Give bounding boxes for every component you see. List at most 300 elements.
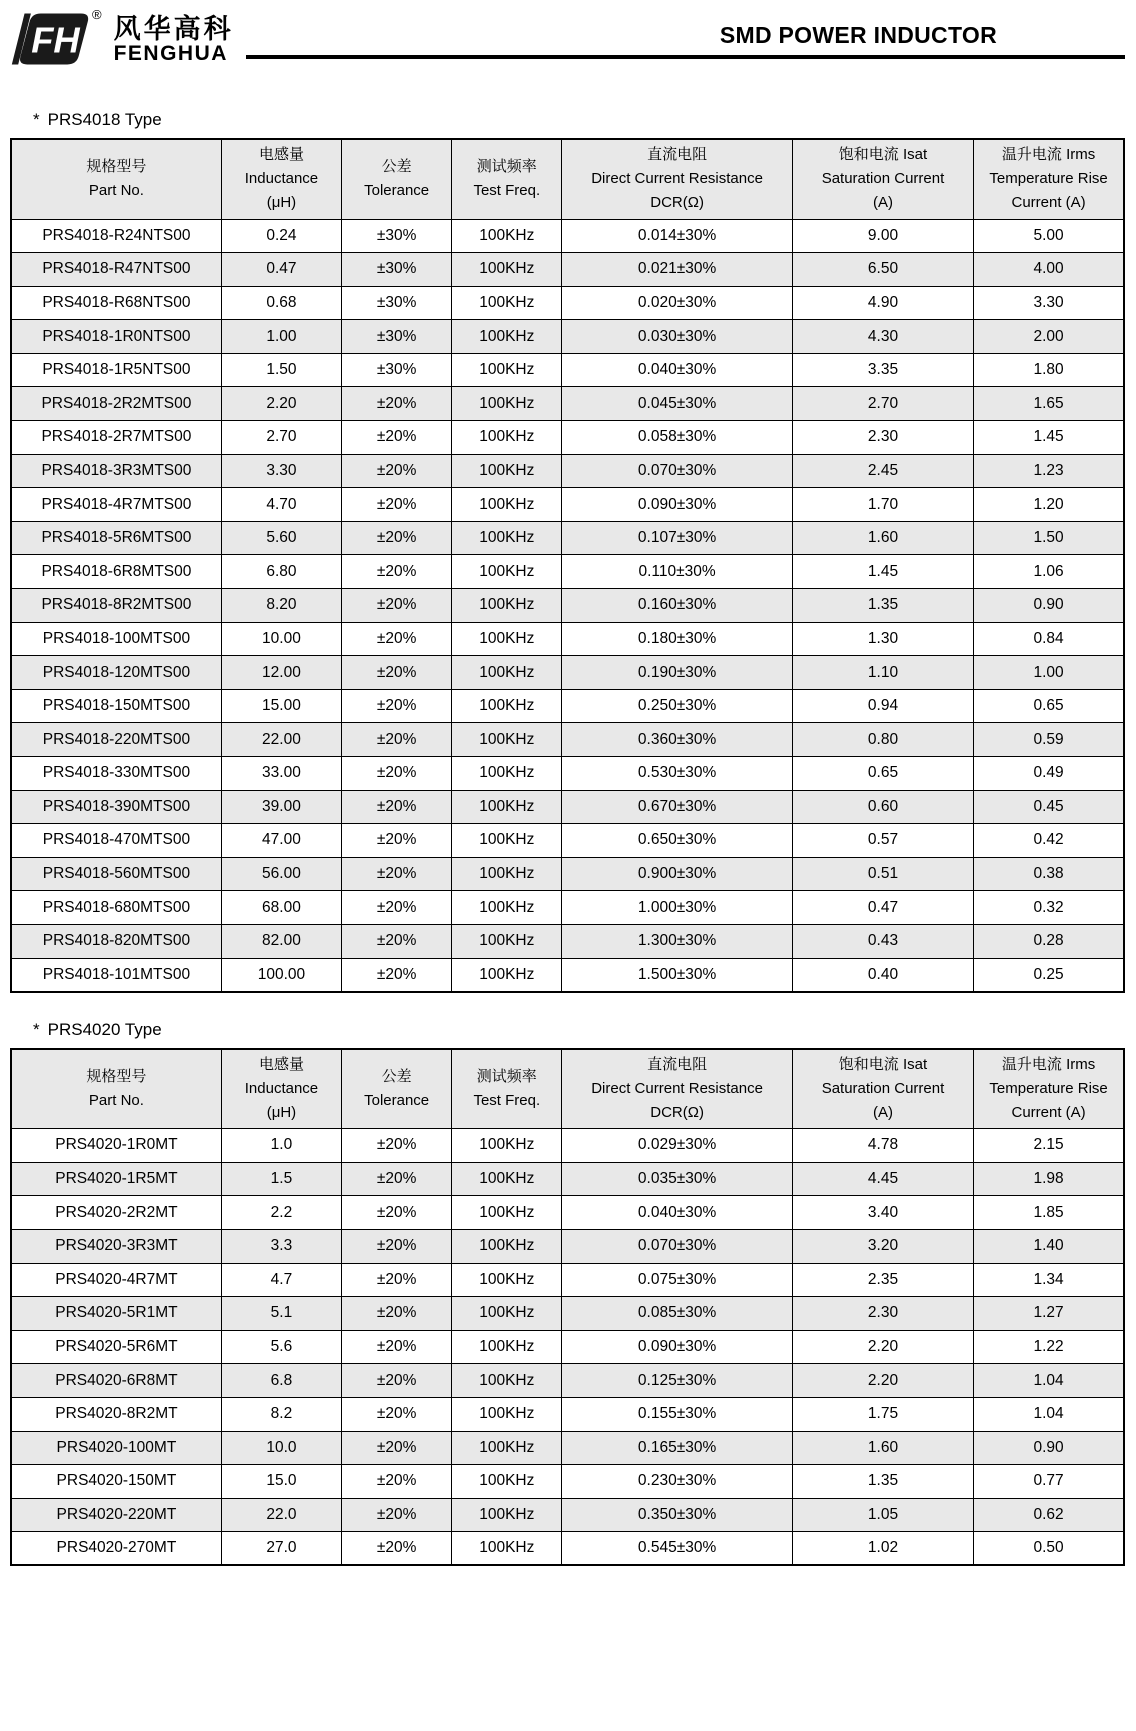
- value-cell: 100KHz: [452, 1498, 562, 1532]
- column-header-line: Inductance: [244, 170, 319, 188]
- column-header-line: Saturation Current: [821, 1079, 945, 1097]
- column-header-line: DCR(Ω): [650, 194, 704, 212]
- value-cell: 27.0: [221, 1532, 341, 1566]
- value-cell: 0.045±30%: [562, 387, 792, 421]
- value-cell: 4.30: [792, 320, 973, 354]
- value-cell: ±20%: [342, 1364, 452, 1398]
- value-cell: 0.075±30%: [562, 1263, 792, 1297]
- value-cell: 0.070±30%: [562, 1229, 792, 1263]
- table-row: [11, 421, 1124, 455]
- column-header-line: Temperature Rise: [989, 170, 1108, 188]
- part-no-cell: PRS4018-2R2MTS00: [11, 387, 221, 421]
- table-row: [11, 320, 1124, 354]
- value-cell: ±20%: [342, 1263, 452, 1297]
- value-cell: 100KHz: [452, 723, 562, 757]
- value-cell: 100KHz: [452, 286, 562, 320]
- value-cell: 0.350±30%: [562, 1498, 792, 1532]
- value-cell: 1.50: [221, 353, 341, 387]
- value-cell: 0.360±30%: [562, 723, 792, 757]
- part-no-cell: PRS4018-101MTS00: [11, 958, 221, 992]
- value-cell: 0.125±30%: [562, 1364, 792, 1398]
- part-no-cell: PRS4018-1R0NTS00: [11, 320, 221, 354]
- table-row: [11, 1532, 1124, 1566]
- part-no-cell: PRS4018-R47NTS00: [11, 253, 221, 287]
- value-cell: ±30%: [342, 219, 452, 253]
- part-no-cell: PRS4018-220MTS00: [11, 723, 221, 757]
- value-cell: 0.60: [792, 790, 973, 824]
- value-cell: 3.40: [792, 1196, 973, 1230]
- section-label: PRS4018 Type: [47, 110, 162, 129]
- fenghua-logo: [10, 8, 234, 70]
- value-cell: 4.00: [974, 253, 1124, 287]
- value-cell: 0.25: [974, 958, 1124, 992]
- value-cell: 0.90: [974, 1431, 1124, 1465]
- table-row: [11, 1229, 1124, 1263]
- value-cell: 1.22: [974, 1330, 1124, 1364]
- value-cell: 1.27: [974, 1297, 1124, 1331]
- value-cell: 12.00: [221, 656, 341, 690]
- part-no-cell: PRS4018-680MTS00: [11, 891, 221, 925]
- value-cell: 4.70: [221, 488, 341, 522]
- table-row: [11, 521, 1124, 555]
- page-header: [10, 8, 1125, 72]
- column-header: [11, 1049, 221, 1129]
- value-cell: 1.10: [792, 656, 973, 690]
- value-cell: 1.50: [974, 521, 1124, 555]
- value-cell: ±20%: [342, 891, 452, 925]
- value-cell: ±20%: [342, 958, 452, 992]
- value-cell: 0.165±30%: [562, 1431, 792, 1465]
- column-header-line: 电感量: [258, 1055, 304, 1073]
- part-no-cell: PRS4018-5R6MTS00: [11, 521, 221, 555]
- value-cell: ±30%: [342, 320, 452, 354]
- value-cell: ±20%: [342, 1162, 452, 1196]
- value-cell: 4.90: [792, 286, 973, 320]
- value-cell: 0.020±30%: [562, 286, 792, 320]
- table-row: [11, 1129, 1124, 1163]
- value-cell: 1.34: [974, 1263, 1124, 1297]
- table-row: [11, 757, 1124, 791]
- column-header: [221, 1049, 341, 1129]
- value-cell: 100KHz: [452, 1129, 562, 1163]
- value-cell: 56.00: [221, 857, 341, 891]
- value-cell: 0.190±30%: [562, 656, 792, 690]
- column-header-line: Current (A): [1011, 1103, 1086, 1121]
- column-header-line: (A): [872, 1103, 893, 1121]
- header-row: [11, 139, 1124, 219]
- table-row: [11, 1330, 1124, 1364]
- value-cell: 0.029±30%: [562, 1129, 792, 1163]
- section-title-prs4018: [33, 110, 1125, 129]
- part-no-cell: PRS4020-6R8MT: [11, 1364, 221, 1398]
- value-cell: 1.5: [221, 1162, 341, 1196]
- column-header-line: 公差: [381, 1067, 412, 1085]
- column-header-line: Part No.: [88, 1091, 144, 1109]
- value-cell: 0.900±30%: [562, 857, 792, 891]
- value-cell: 100KHz: [452, 421, 562, 455]
- value-cell: ±20%: [342, 421, 452, 455]
- value-cell: 4.45: [792, 1162, 973, 1196]
- part-no-cell: PRS4018-3R3MTS00: [11, 454, 221, 488]
- value-cell: 5.6: [221, 1330, 341, 1364]
- value-cell: 100KHz: [452, 924, 562, 958]
- value-cell: 100KHz: [452, 689, 562, 723]
- value-cell: 15.0: [221, 1465, 341, 1499]
- section-prs4018: [10, 110, 1125, 993]
- table-row: [11, 857, 1124, 891]
- value-cell: 100KHz: [452, 1532, 562, 1566]
- value-cell: 100KHz: [452, 1229, 562, 1263]
- value-cell: 100KHz: [452, 1162, 562, 1196]
- part-no-cell: PRS4018-2R7MTS00: [11, 421, 221, 455]
- column-header: [452, 139, 562, 219]
- part-no-cell: PRS4020-8R2MT: [11, 1397, 221, 1431]
- value-cell: 0.650±30%: [562, 824, 792, 858]
- value-cell: 0.030±30%: [562, 320, 792, 354]
- table-row: [11, 656, 1124, 690]
- value-cell: 1.04: [974, 1397, 1124, 1431]
- value-cell: 100.00: [221, 958, 341, 992]
- column-header-line: Direct Current Resistance: [591, 1079, 763, 1097]
- value-cell: 1.65: [974, 387, 1124, 421]
- value-cell: ±20%: [342, 1330, 452, 1364]
- value-cell: 0.47: [792, 891, 973, 925]
- value-cell: 0.77: [974, 1465, 1124, 1499]
- column-header-line: 温升电流 Irms: [1001, 1055, 1096, 1073]
- value-cell: 1.40: [974, 1229, 1124, 1263]
- header-right: [234, 8, 1125, 59]
- part-no-cell: PRS4020-150MT: [11, 1465, 221, 1499]
- column-header: [562, 1049, 792, 1129]
- table-row: [11, 286, 1124, 320]
- svg-text:FH: FH: [31, 19, 80, 61]
- value-cell: 100KHz: [452, 454, 562, 488]
- value-cell: 0.94: [792, 689, 973, 723]
- value-cell: ±20%: [342, 924, 452, 958]
- value-cell: ±20%: [342, 757, 452, 791]
- value-cell: 1.35: [792, 1465, 973, 1499]
- value-cell: 8.2: [221, 1397, 341, 1431]
- value-cell: ±20%: [342, 1397, 452, 1431]
- value-cell: 0.250±30%: [562, 689, 792, 723]
- part-no-cell: PRS4018-1R5NTS00: [11, 353, 221, 387]
- column-header: [974, 1049, 1124, 1129]
- value-cell: 0.107±30%: [562, 521, 792, 555]
- value-cell: 0.021±30%: [562, 253, 792, 287]
- table-row: [11, 689, 1124, 723]
- part-no-cell: PRS4018-6R8MTS00: [11, 555, 221, 589]
- value-cell: 1.000±30%: [562, 891, 792, 925]
- value-cell: 100KHz: [452, 488, 562, 522]
- brand-name-chinese: 风华高科: [113, 14, 234, 44]
- value-cell: 100KHz: [452, 622, 562, 656]
- part-no-cell: PRS4020-5R6MT: [11, 1330, 221, 1364]
- value-cell: 100KHz: [452, 1330, 562, 1364]
- part-no-cell: PRS4020-100MT: [11, 1431, 221, 1465]
- value-cell: 1.00: [221, 320, 341, 354]
- value-cell: 3.30: [974, 286, 1124, 320]
- value-cell: 1.500±30%: [562, 958, 792, 992]
- column-header: [974, 139, 1124, 219]
- value-cell: ±20%: [342, 1532, 452, 1566]
- value-cell: 100KHz: [452, 656, 562, 690]
- value-cell: 0.40: [792, 958, 973, 992]
- value-cell: 1.98: [974, 1162, 1124, 1196]
- value-cell: 39.00: [221, 790, 341, 824]
- value-cell: 0.84: [974, 622, 1124, 656]
- value-cell: ±20%: [342, 1431, 452, 1465]
- value-cell: 100KHz: [452, 320, 562, 354]
- value-cell: 0.51: [792, 857, 973, 891]
- value-cell: 2.30: [792, 421, 973, 455]
- header-row: [11, 1049, 1124, 1129]
- part-no-cell: PRS4018-390MTS00: [11, 790, 221, 824]
- column-header-line: (μH): [266, 1103, 297, 1121]
- column-header-line: Direct Current Resistance: [591, 170, 763, 188]
- value-cell: 33.00: [221, 757, 341, 791]
- table-row: [11, 958, 1124, 992]
- table-row: [11, 1397, 1124, 1431]
- brand-block: [114, 8, 234, 65]
- value-cell: 1.80: [974, 353, 1124, 387]
- value-cell: 100KHz: [452, 1431, 562, 1465]
- value-cell: 1.00: [974, 656, 1124, 690]
- value-cell: 8.20: [221, 589, 341, 623]
- part-no-cell: PRS4018-100MTS00: [11, 622, 221, 656]
- header-rule: [246, 55, 1125, 59]
- value-cell: 1.85: [974, 1196, 1124, 1230]
- value-cell: 100KHz: [452, 387, 562, 421]
- value-cell: 2.35: [792, 1263, 973, 1297]
- column-header-line: 电感量: [258, 146, 304, 164]
- column-header-line: Test Freq.: [473, 182, 541, 200]
- column-header: [452, 1049, 562, 1129]
- section-title-prs4020: [33, 1020, 1125, 1039]
- value-cell: 2.20: [792, 1330, 973, 1364]
- value-cell: 0.670±30%: [562, 790, 792, 824]
- value-cell: 0.24: [221, 219, 341, 253]
- table-row: [11, 1196, 1124, 1230]
- part-no-cell: PRS4020-2R2MT: [11, 1196, 221, 1230]
- value-cell: 68.00: [221, 891, 341, 925]
- part-no-cell: PRS4020-270MT: [11, 1532, 221, 1566]
- column-header-line: Inductance: [244, 1079, 319, 1097]
- value-cell: 0.90: [974, 589, 1124, 623]
- table-row: [11, 219, 1124, 253]
- part-no-cell: PRS4020-1R0MT: [11, 1129, 221, 1163]
- value-cell: 2.70: [792, 387, 973, 421]
- value-cell: 0.68: [221, 286, 341, 320]
- value-cell: 0.040±30%: [562, 353, 792, 387]
- table-row: [11, 1498, 1124, 1532]
- value-cell: 10.0: [221, 1431, 341, 1465]
- value-cell: 1.04: [974, 1364, 1124, 1398]
- column-header-line: 公差: [381, 158, 412, 176]
- table-row: [11, 924, 1124, 958]
- value-cell: 1.75: [792, 1397, 973, 1431]
- value-cell: 3.3: [221, 1229, 341, 1263]
- value-cell: 0.040±30%: [562, 1196, 792, 1230]
- column-header-line: 直流电阻: [647, 1055, 708, 1073]
- value-cell: 0.035±30%: [562, 1162, 792, 1196]
- value-cell: 6.80: [221, 555, 341, 589]
- value-cell: 100KHz: [452, 857, 562, 891]
- value-cell: 0.070±30%: [562, 454, 792, 488]
- column-header: [792, 139, 973, 219]
- value-cell: 9.00: [792, 219, 973, 253]
- value-cell: ±20%: [342, 589, 452, 623]
- value-cell: ±20%: [342, 656, 452, 690]
- registered-trademark: ®: [92, 7, 102, 22]
- value-cell: 3.30: [221, 454, 341, 488]
- table-row: [11, 1162, 1124, 1196]
- value-cell: 100KHz: [452, 958, 562, 992]
- value-cell: 5.60: [221, 521, 341, 555]
- value-cell: 3.20: [792, 1229, 973, 1263]
- column-header: [221, 139, 341, 219]
- value-cell: 1.23: [974, 454, 1124, 488]
- value-cell: 3.35: [792, 353, 973, 387]
- value-cell: 2.20: [792, 1364, 973, 1398]
- table-row: [11, 1263, 1124, 1297]
- value-cell: 82.00: [221, 924, 341, 958]
- column-header: [342, 139, 452, 219]
- part-no-cell: PRS4018-470MTS00: [11, 824, 221, 858]
- value-cell: 1.70: [792, 488, 973, 522]
- value-cell: 0.59: [974, 723, 1124, 757]
- value-cell: 4.7: [221, 1263, 341, 1297]
- value-cell: 100KHz: [452, 891, 562, 925]
- value-cell: 0.110±30%: [562, 555, 792, 589]
- part-no-cell: PRS4020-3R3MT: [11, 1229, 221, 1263]
- value-cell: 1.05: [792, 1498, 973, 1532]
- part-no-cell: PRS4018-150MTS00: [11, 689, 221, 723]
- column-header: [562, 139, 792, 219]
- value-cell: ±20%: [342, 689, 452, 723]
- fenghua-logo-icon: [10, 8, 90, 70]
- table-row: [11, 1364, 1124, 1398]
- table-row: [11, 454, 1124, 488]
- value-cell: 2.30: [792, 1297, 973, 1331]
- value-cell: 1.0: [221, 1129, 341, 1163]
- part-no-cell: PRS4018-820MTS00: [11, 924, 221, 958]
- value-cell: 2.70: [221, 421, 341, 455]
- value-cell: 100KHz: [452, 219, 562, 253]
- table-row: [11, 891, 1124, 925]
- section-prs4020: [10, 1020, 1125, 1567]
- value-cell: ±20%: [342, 454, 452, 488]
- value-cell: 100KHz: [452, 1364, 562, 1398]
- value-cell: ±30%: [342, 253, 452, 287]
- value-cell: ±20%: [342, 1297, 452, 1331]
- value-cell: 5.00: [974, 219, 1124, 253]
- value-cell: 0.180±30%: [562, 622, 792, 656]
- value-cell: 1.02: [792, 1532, 973, 1566]
- value-cell: 1.06: [974, 555, 1124, 589]
- part-no-cell: PRS4018-330MTS00: [11, 757, 221, 791]
- value-cell: ±20%: [342, 1229, 452, 1263]
- value-cell: 1.45: [792, 555, 973, 589]
- value-cell: 0.058±30%: [562, 421, 792, 455]
- value-cell: 6.50: [792, 253, 973, 287]
- table-row: [11, 824, 1124, 858]
- value-cell: 1.20: [974, 488, 1124, 522]
- value-cell: 0.090±30%: [562, 488, 792, 522]
- section-label: PRS4020 Type: [47, 1019, 162, 1039]
- table-row: [11, 589, 1124, 623]
- value-cell: 0.014±30%: [562, 219, 792, 253]
- value-cell: 100KHz: [452, 353, 562, 387]
- value-cell: ±20%: [342, 387, 452, 421]
- value-cell: 0.43: [792, 924, 973, 958]
- value-cell: ±30%: [342, 286, 452, 320]
- value-cell: 47.00: [221, 824, 341, 858]
- value-cell: 100KHz: [452, 790, 562, 824]
- column-header-line: 饱和电流 Isat: [838, 146, 928, 164]
- column-header-line: 规格型号: [86, 1067, 147, 1085]
- prs4020-spec-table: [10, 1048, 1125, 1567]
- value-cell: 100KHz: [452, 589, 562, 623]
- table-row: [11, 253, 1124, 287]
- value-cell: 0.32: [974, 891, 1124, 925]
- value-cell: 0.085±30%: [562, 1297, 792, 1331]
- value-cell: 100KHz: [452, 1397, 562, 1431]
- value-cell: 100KHz: [452, 1297, 562, 1331]
- prs4018-spec-table: [10, 138, 1125, 993]
- part-no-cell: PRS4018-R24NTS00: [11, 219, 221, 253]
- section-marker: *: [33, 110, 40, 129]
- column-header-line: (A): [872, 194, 893, 212]
- part-no-cell: PRS4020-4R7MT: [11, 1263, 221, 1297]
- value-cell: 1.60: [792, 1431, 973, 1465]
- value-cell: 100KHz: [452, 253, 562, 287]
- value-cell: 100KHz: [452, 1263, 562, 1297]
- column-header: [792, 1049, 973, 1129]
- value-cell: 0.65: [792, 757, 973, 791]
- column-header: [342, 1049, 452, 1129]
- part-no-cell: PRS4020-1R5MT: [11, 1162, 221, 1196]
- table-row: [11, 790, 1124, 824]
- value-cell: 1.30: [792, 622, 973, 656]
- part-no-cell: PRS4018-560MTS00: [11, 857, 221, 891]
- column-header-line: Current (A): [1011, 194, 1086, 212]
- column-header-line: Tolerance: [364, 1091, 430, 1109]
- part-no-cell: PRS4020-220MT: [11, 1498, 221, 1532]
- value-cell: 100KHz: [452, 1196, 562, 1230]
- value-cell: 10.00: [221, 622, 341, 656]
- value-cell: 0.230±30%: [562, 1465, 792, 1499]
- value-cell: 2.15: [974, 1129, 1124, 1163]
- table-row: [11, 353, 1124, 387]
- column-header-line: 直流电阻: [647, 146, 708, 164]
- column-header-line: Tolerance: [364, 182, 430, 200]
- value-cell: ±20%: [342, 723, 452, 757]
- value-cell: 0.65: [974, 689, 1124, 723]
- value-cell: 0.160±30%: [562, 589, 792, 623]
- value-cell: 100KHz: [452, 1465, 562, 1499]
- table-row: [11, 488, 1124, 522]
- column-header-line: 规格型号: [86, 158, 147, 176]
- table-row: [11, 555, 1124, 589]
- column-header-line: 温升电流 Irms: [1001, 146, 1096, 164]
- value-cell: 0.155±30%: [562, 1397, 792, 1431]
- value-cell: 0.530±30%: [562, 757, 792, 791]
- column-header-line: 测试频率: [476, 158, 537, 176]
- part-no-cell: PRS4018-120MTS00: [11, 656, 221, 690]
- document-title: SMD POWER INDUCTOR: [719, 22, 997, 48]
- value-cell: 1.60: [792, 521, 973, 555]
- value-cell: 15.00: [221, 689, 341, 723]
